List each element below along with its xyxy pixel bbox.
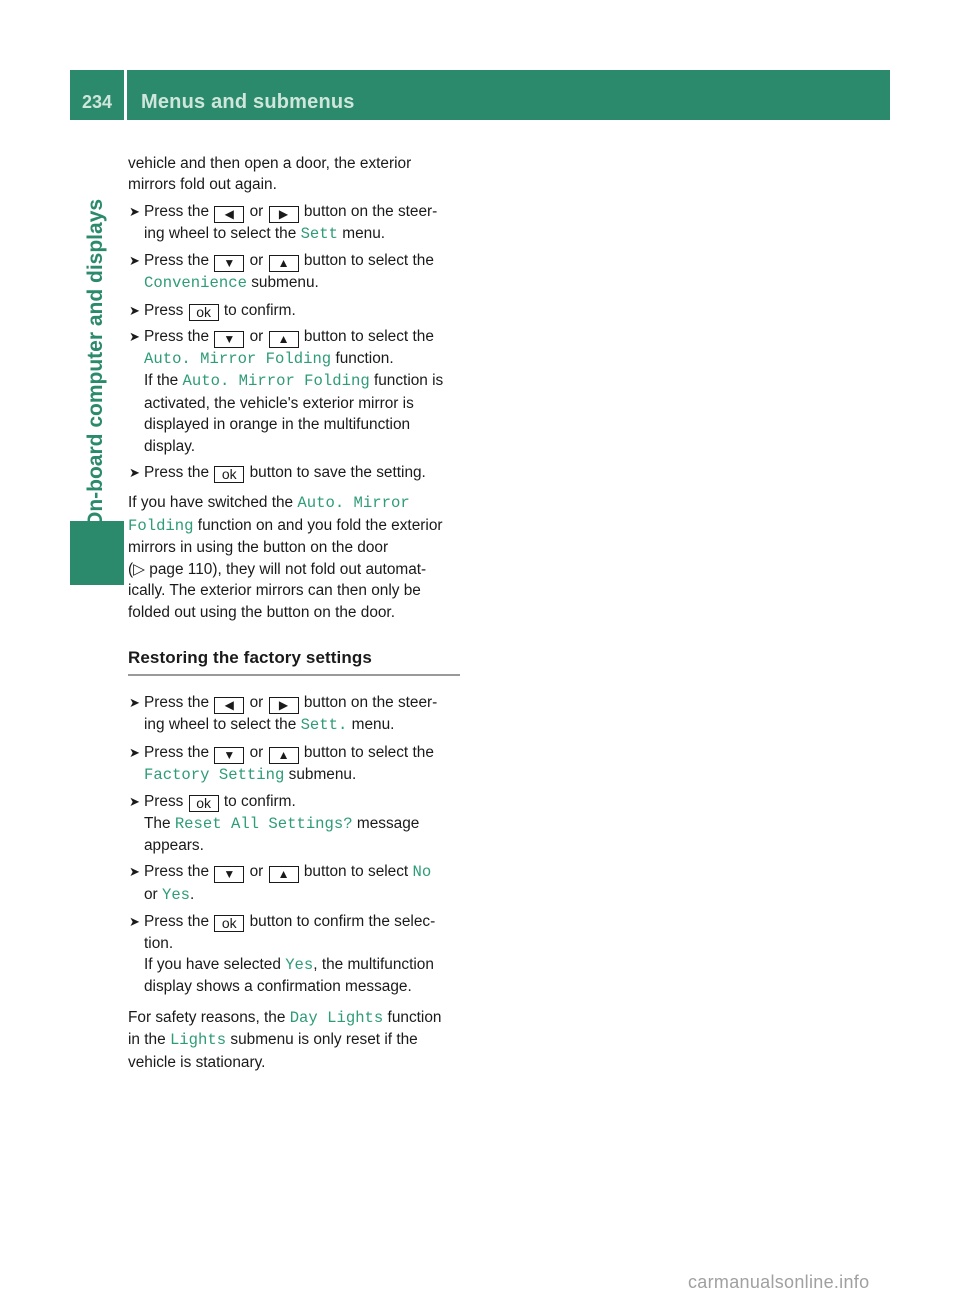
step-arrow-icon: ➤ bbox=[129, 744, 140, 760]
section-heading: Restoring the factory settings bbox=[128, 647, 460, 676]
menu-name: Sett bbox=[300, 224, 339, 243]
down-arrow-key-icon: ▼ bbox=[214, 255, 244, 272]
instruction-step: ➤ Press the ◀ or ▶ button on the steer- ing wheel to select the Sett menu. bbox=[129, 202, 438, 243]
side-tab-marker bbox=[70, 521, 124, 585]
instruction-step: ➤ Press the ok button to confirm the selec- tion. If you have selected Yes, the multifunction display shows a confirmation message. bbox=[129, 913, 436, 996]
continuation-text: vehicle and then open a door, the exterior mirrors fold out again. bbox=[128, 155, 412, 194]
step-arrow-icon: ➤ bbox=[129, 864, 140, 880]
submenu-name: Convenience bbox=[144, 274, 247, 293]
down-arrow-key-icon: ▼ bbox=[214, 331, 244, 348]
content-column bbox=[128, 153, 460, 1073]
down-arrow-key-icon: ▼ bbox=[214, 747, 244, 764]
up-arrow-key-icon: ▲ bbox=[269, 747, 299, 764]
instruction-step: ➤ Press the ▼ or ▲ button to select the Convenience submenu. bbox=[129, 252, 434, 293]
instruction-step: ➤ Press the ▼ or ▲ button to select the Factory Setting submenu. bbox=[129, 743, 434, 784]
page-title: Menus and submenus bbox=[141, 91, 355, 113]
ok-key-icon: ok bbox=[214, 466, 244, 483]
up-arrow-key-icon: ▲ bbox=[269, 255, 299, 272]
instruction-step: ➤ Press the ok button to save the setting. bbox=[129, 464, 426, 483]
step-arrow-icon: ➤ bbox=[129, 329, 140, 345]
page-number: 234 bbox=[81, 92, 113, 112]
side-chapter-label: On-board computer and displays bbox=[84, 198, 107, 528]
option-yes: Yes bbox=[161, 885, 191, 904]
menu-name: Sett. bbox=[300, 716, 348, 735]
instruction-step: ➤ Press the ◀ or ▶ button on the steer- ing wheel to select the Sett. menu. bbox=[129, 694, 438, 735]
instruction-step: ➤ Press the ▼ or ▲ button to select No or Yes. bbox=[129, 863, 432, 904]
ok-key-icon: ok bbox=[214, 915, 244, 932]
page-ref-icon: ▷ bbox=[133, 560, 145, 578]
instruction-step: ➤ Press ok to confirm. bbox=[129, 301, 296, 320]
instruction-step: ➤ Press ok to confirm. The Reset All Settings? message appears. bbox=[129, 793, 420, 854]
option-yes: Yes bbox=[285, 955, 314, 974]
instruction-step: ➤ Press the ▼ or ▲ button to select the Auto. Mirror Folding function. If the Auto. Mirror Folding function is activated, the vehicle's exterior mirror is displayed in orange in the multifunction display. bbox=[129, 328, 444, 455]
step-arrow-icon: ➤ bbox=[129, 914, 140, 930]
left-arrow-key-icon: ◀ bbox=[214, 206, 244, 223]
function-name: Auto. Mirror Folding bbox=[182, 372, 370, 391]
right-arrow-key-icon: ▶ bbox=[269, 206, 299, 223]
ok-key-icon: ok bbox=[189, 795, 219, 812]
step-arrow-icon: ➤ bbox=[129, 794, 140, 810]
watermark: carmanualsonline.info bbox=[688, 1272, 870, 1292]
down-arrow-key-icon: ▼ bbox=[214, 866, 244, 883]
up-arrow-key-icon: ▲ bbox=[269, 866, 299, 883]
function-name: Auto. Mirror Folding bbox=[144, 350, 332, 369]
up-arrow-key-icon: ▲ bbox=[269, 331, 299, 348]
step-arrow-icon: ➤ bbox=[129, 302, 140, 318]
right-arrow-key-icon: ▶ bbox=[269, 697, 299, 714]
note-paragraph: For safety reasons, the Day Lights function in the Lights submenu is only reset if the vehicle is stationary. bbox=[128, 1008, 442, 1071]
message-text: Reset All Settings? bbox=[174, 814, 353, 833]
note-paragraph: If you have switched the Auto. Mirror Folding function on and you fold the exterior mirrors in using the button on the door (▷ page 110), they will not fold out automat- ically. The exterior mirrors can then only be folded out using the button on the door. bbox=[128, 494, 443, 621]
ok-key-icon: ok bbox=[189, 304, 219, 321]
step-arrow-icon: ➤ bbox=[129, 465, 140, 481]
header-divider bbox=[124, 70, 127, 120]
option-no: No bbox=[412, 863, 432, 882]
step-arrow-icon: ➤ bbox=[129, 203, 140, 219]
submenu-name: Factory Setting bbox=[144, 765, 285, 784]
step-arrow-icon: ➤ bbox=[129, 695, 140, 711]
step-arrow-icon: ➤ bbox=[129, 253, 140, 269]
left-arrow-key-icon: ◀ bbox=[214, 697, 244, 714]
